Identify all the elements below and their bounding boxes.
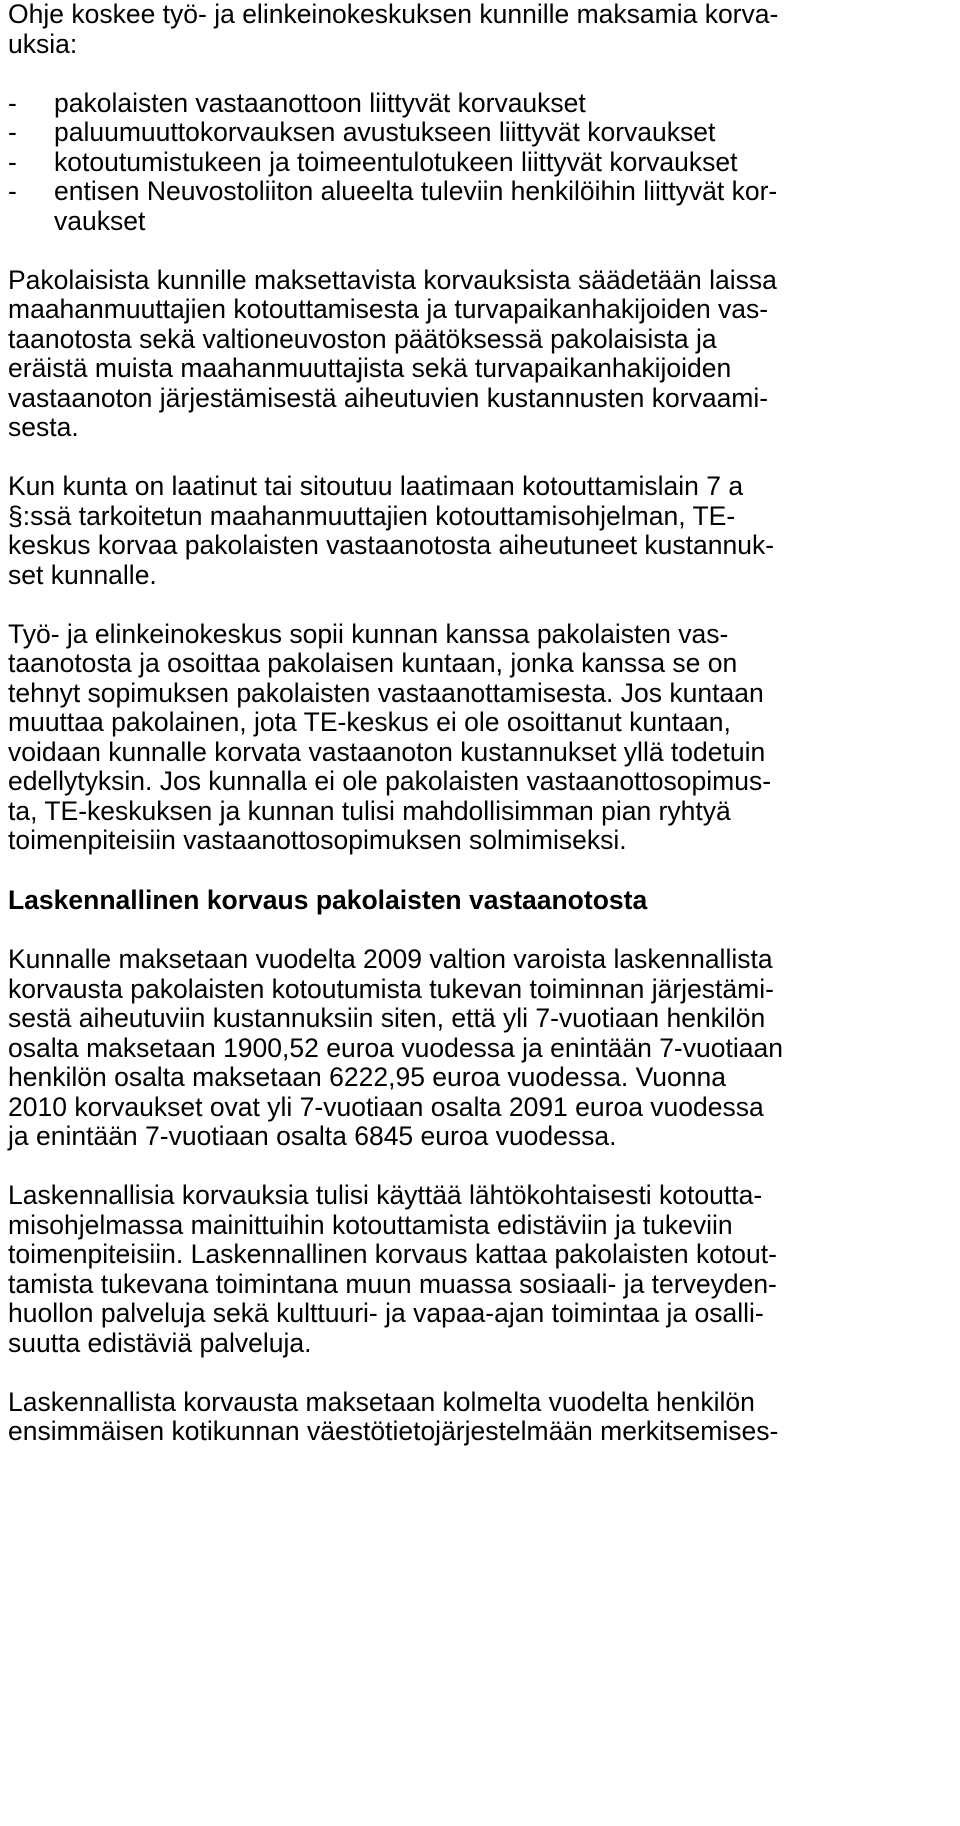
paragraph-calculated-compensation <box>8 945 948 1152</box>
list-item <box>8 148 948 178</box>
text-line: osalta maksetaan 1900,52 euroa vuodessa ja enintään 7-vuotiaan <box>8 1032 783 1063</box>
text-line: tamista tukevana toimintana muun muassa sosiaali- ja terveyden- <box>8 1268 777 1299</box>
text-line: 2010 korvaukset ovat yli 7-vuotiaan osalta 2091 euroa vuodessa <box>8 1091 764 1122</box>
list-item-continuation <box>8 207 948 237</box>
section-heading: Laskennallinen korvaus pakolaisten vastaanotosta <box>8 884 648 915</box>
list-item-text: kotoutumistukeen ja toimeentulotukeen liittyvät korvaukset <box>54 146 738 177</box>
text-line: Laskennallisia korvauksia tulisi käyttää lähtökohtaisesti kotoutta- <box>8 1180 763 1210</box>
list-item-text: vaukset <box>54 205 146 236</box>
text-line: tehnyt sopimuksen pakolaisten vastaanottamisesta. Jos kuntaan <box>8 677 764 708</box>
text-line: ensimmäisen kotikunnan väestötietojärjestelmään merkitsemises- <box>8 1416 779 1446</box>
list-dash: - <box>8 176 17 206</box>
list-item-text: paluumuuttokorvauksen avustukseen liittyvät korvaukset <box>54 117 716 147</box>
text-line: vastaanoton järjestämisestä aiheutuvien kustannusten korvaami- <box>8 382 769 413</box>
text-line: toimenpiteisiin vastaanottosopimuksen solmimiseksi. <box>8 825 627 855</box>
text-line: keskus korvaa pakolaisten vastaanotosta aiheutuneet kustannuk- <box>8 530 775 560</box>
text-line: ja enintään 7-vuotiaan osalta 6845 euroa vuodessa. <box>8 1121 617 1151</box>
intro-paragraph <box>8 0 948 59</box>
bullet-list <box>8 89 948 237</box>
list-item-text: pakolaisten vastaanottoon liittyvät korvaukset <box>54 87 586 118</box>
text-line: eräistä muista maahanmuuttajista sekä turvapaikanhakijoiden <box>8 353 732 383</box>
paragraph-reception-agreement <box>8 620 948 856</box>
text-line: Työ- ja elinkeinokeskus sopii kunnan kanssa pakolaisten vas- <box>8 618 729 649</box>
text-line: muuttaa pakolainen, jota TE-keskus ei ole osoittanut kuntaan, <box>8 707 731 737</box>
text-line: misohjelmassa mainittuihin kotouttamista edistäviin ja tukeviin <box>8 1209 733 1240</box>
document-page <box>8 0 948 1447</box>
text-line: sesta. <box>8 412 79 442</box>
text-line: §:ssä tarkoitetun maahanmuuttajien kotouttamisohjelman, TE- <box>8 500 736 531</box>
text-line: huollon palveluja sekä kulttuuri- ja vapaa-ajan toimintaa ja osalli- <box>8 1298 764 1328</box>
text-line: toimenpiteisiin. Laskennallinen korvaus kattaa pakolaisten kotout- <box>8 1239 777 1269</box>
text-line: sestä aiheutuviin kustannuksiin siten, että yli 7-vuotiaan henkilön <box>8 1003 766 1033</box>
text-line: maahanmuuttajien kotouttamisesta ja turvapaikanhakijoiden vas- <box>8 294 769 324</box>
text-line: edellytyksin. Jos kunnalla ei ole pakolaisten vastaanottosopimus- <box>8 766 772 796</box>
list-dash: - <box>8 117 17 147</box>
text-line: Ohje koskee työ- ja elinkeinokeskuksen kunnille maksamia korva- <box>8 0 779 29</box>
text-line: suutta edistäviä palveluja. <box>8 1327 312 1358</box>
text-line: taanotosta ja osoittaa pakolaisen kuntaan, jonka kanssa se on <box>8 648 738 678</box>
text-line: Laskennallista korvausta maksetaan kolmelta vuodelta henkilön <box>8 1386 755 1417</box>
text-line: Kun kunta on laatinut tai sitoutuu laatimaan kotouttamislain 7 a <box>8 471 744 501</box>
list-item <box>8 89 948 119</box>
text-line: ta, TE-keskuksen ja kunnan tulisi mahdollisimman pian ryhtyä <box>8 795 731 826</box>
text-line: voidaan kunnalle korvata vastaanoton kustannukset yllä todetuin <box>8 736 766 767</box>
text-line: Pakolaisista kunnille maksettavista korvauksista säädetään laissa <box>8 264 777 295</box>
text-line: set kunnalle. <box>8 559 157 590</box>
list-dash: - <box>8 87 17 118</box>
list-dash: - <box>8 146 17 177</box>
text-line: korvausta pakolaisten kotoutumista tukevan toiminnan järjestämi- <box>8 973 774 1004</box>
text-line: henkilön osalta maksetaan 6222,95 euroa vuodessa. Vuonna <box>8 1062 726 1092</box>
text-line: Kunnalle maksetaan vuodelta 2009 valtion varoista laskennallista <box>8 944 773 974</box>
list-item <box>8 177 948 207</box>
paragraph-compensation-usage <box>8 1181 948 1358</box>
text-line: uksia: <box>8 28 78 59</box>
list-item-text: entisen Neuvostoliiton alueelta tuleviin henkilöihin liittyvät kor- <box>54 176 778 206</box>
text-line: taanotosta sekä valtioneuvoston päätöksessä pakolaisista ja <box>8 323 717 354</box>
paragraph-payment-period <box>8 1388 948 1447</box>
paragraph-legislation <box>8 266 948 443</box>
list-item <box>8 118 948 148</box>
paragraph-integration-programme <box>8 472 948 590</box>
